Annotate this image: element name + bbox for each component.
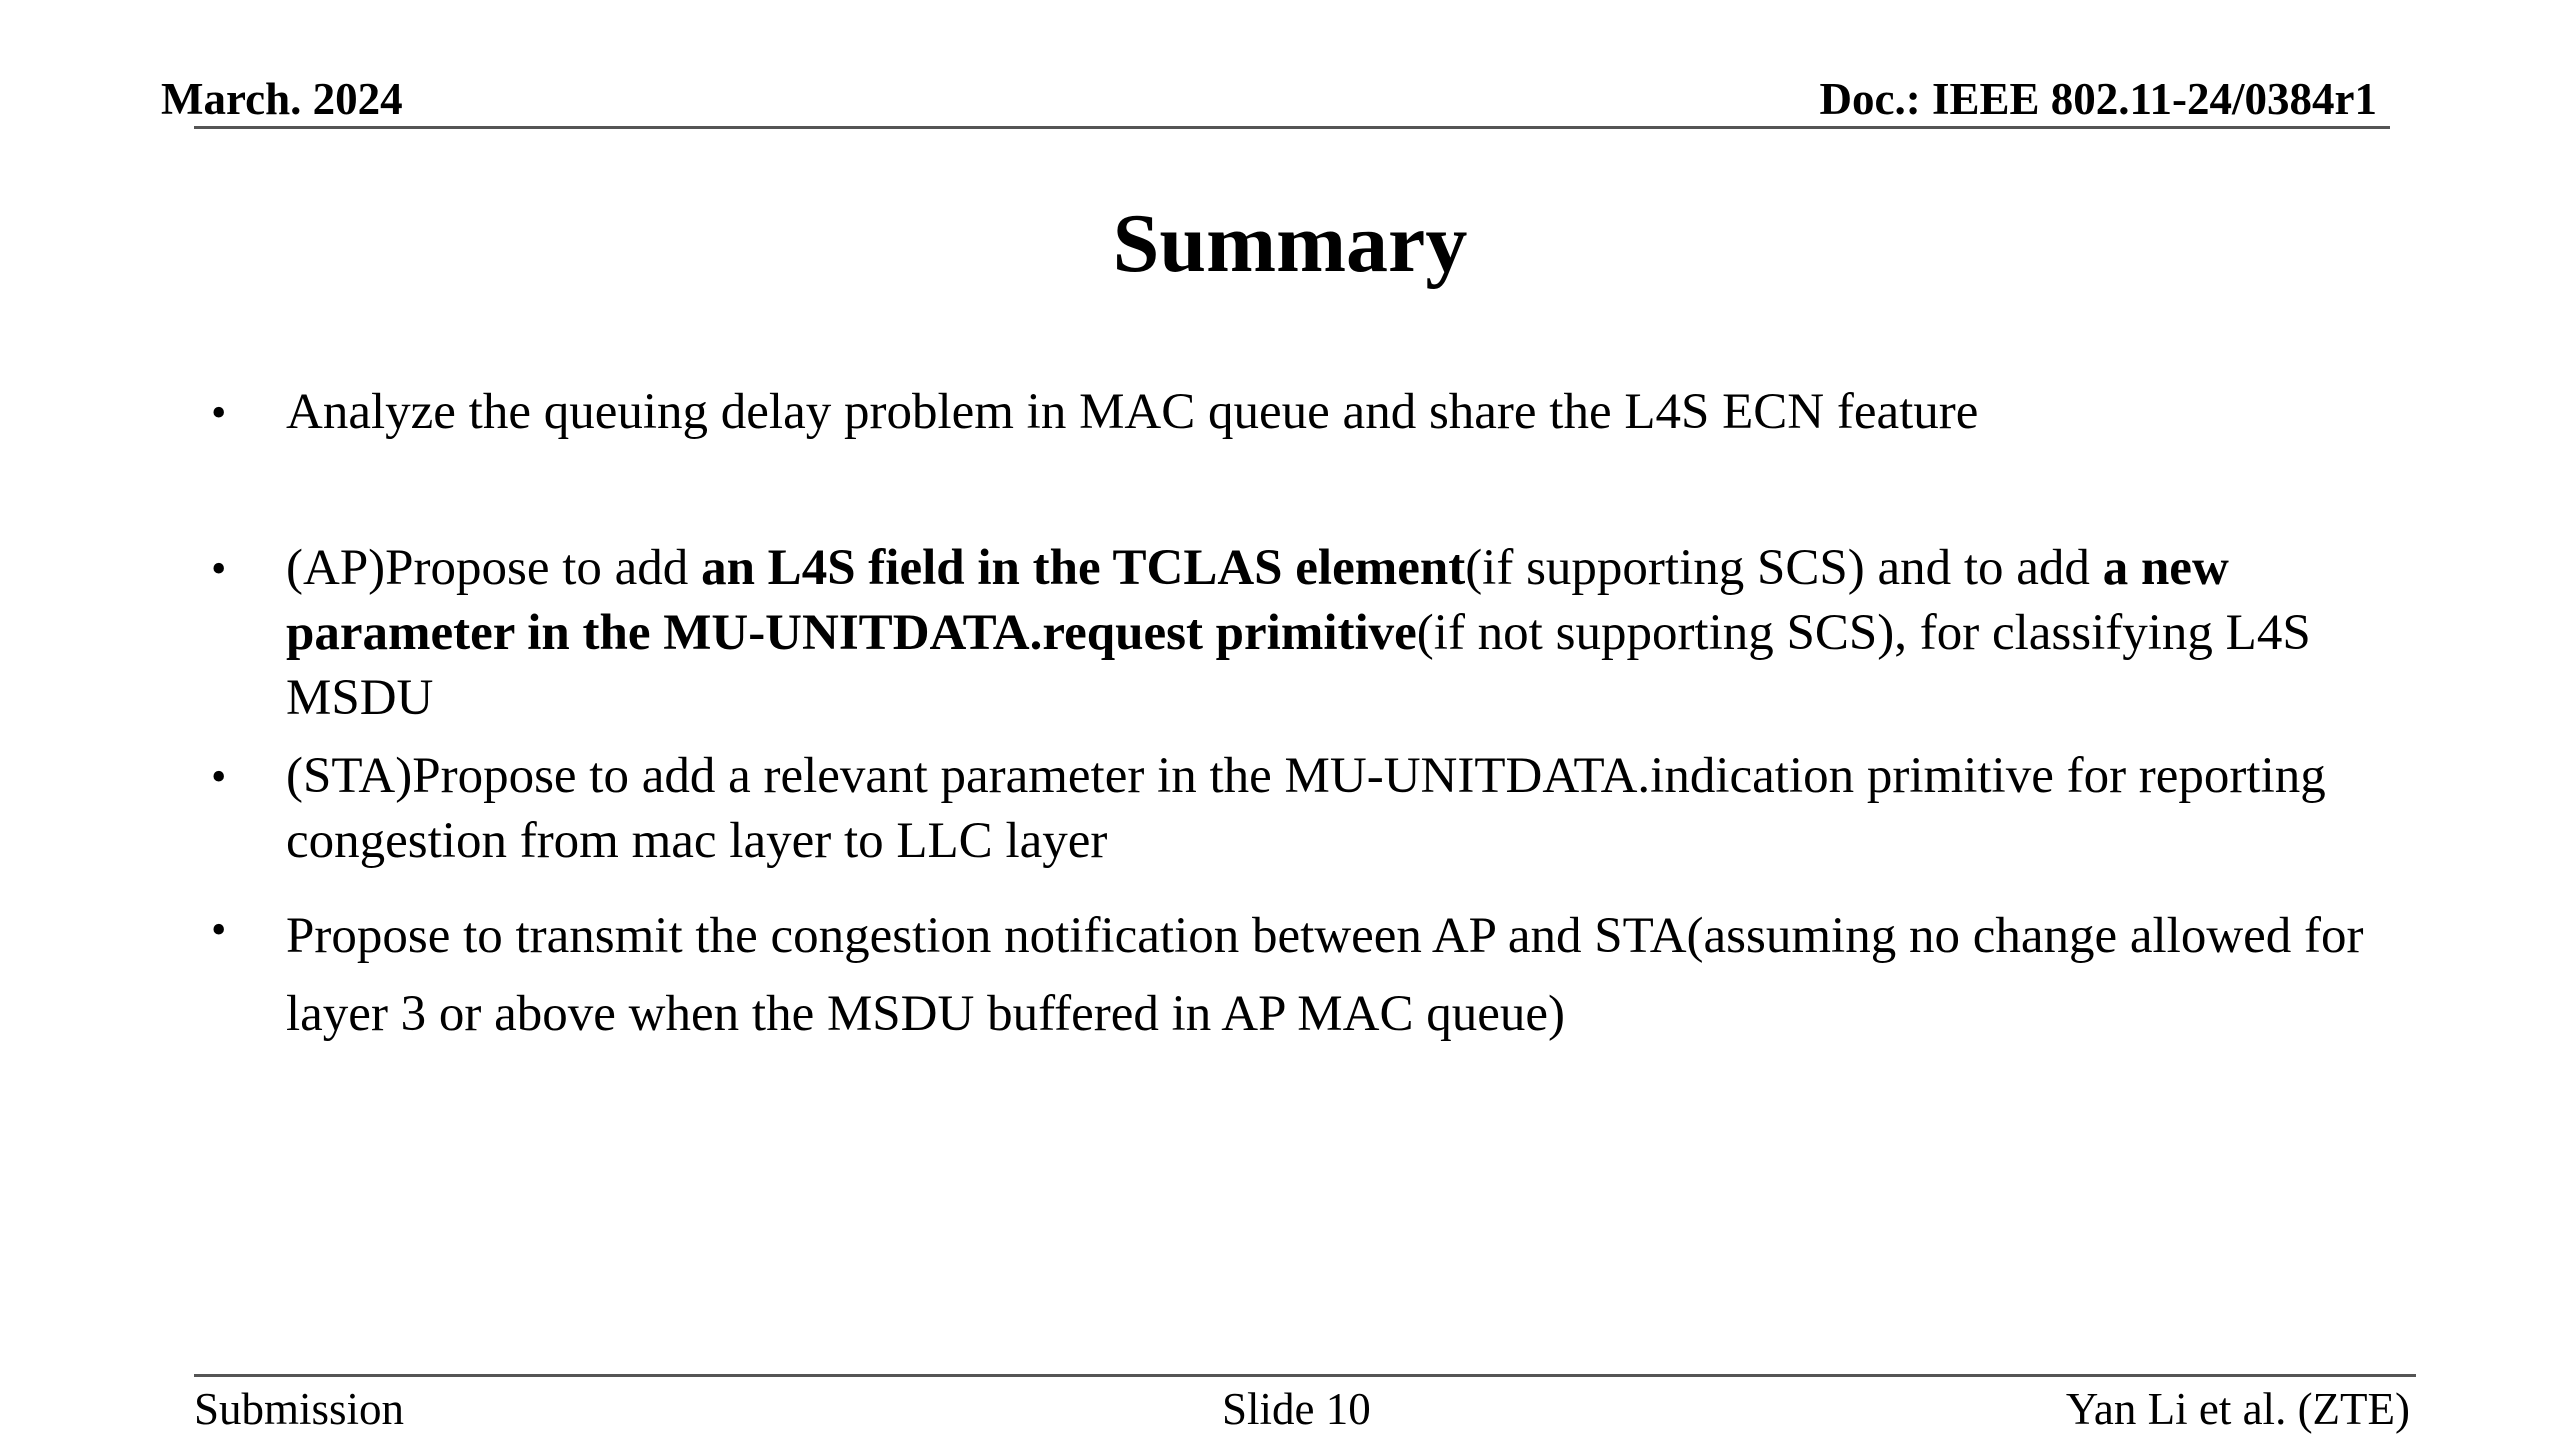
bullet-text-bold: a new parameter in the MU-UNITDATA.request primitive xyxy=(286,540,2229,661)
bullet-text-segment: (AP)Propose to add xyxy=(286,540,702,596)
header-divider xyxy=(194,126,2390,129)
bullet-text: Propose to transmit the congestion notification between AP and STA(assuming no change allowed for layer 3 or above when the MSDU buffered in AP MAC queue) xyxy=(286,908,2364,1042)
slide-title: Summary xyxy=(1112,197,1468,290)
bullet-text: (STA)Propose to add a relevant parameter in the MU-UNITDATA.indication primitive for reporting congestion from mac layer to LLC layer xyxy=(286,748,2326,869)
header-doc-id: Doc.: IEEE 802.11-24/0384r1 xyxy=(1819,74,2377,124)
bullet-text-segment: (if supporting SCS) and to add xyxy=(1465,540,2103,596)
bullet-text: Analyze the queuing delay problem in MAC queue and share the L4S ECN feature xyxy=(286,384,1979,440)
header-date: March. 2024 xyxy=(161,74,403,124)
footer-divider xyxy=(194,1374,2416,1377)
bullet-dot: • xyxy=(211,905,227,954)
bullet-dot: • xyxy=(211,752,227,801)
bullet-text-segment: (if not supporting SCS), for classifying L4S MSDU xyxy=(286,605,2311,726)
bullet-text xyxy=(286,536,2366,731)
footer-author: Yan Li et al. (ZTE) xyxy=(2065,1384,2410,1434)
footer-submission: Submission xyxy=(194,1384,405,1434)
footer-slide-number: Slide 10 xyxy=(1222,1384,1371,1434)
bullet-text-bold: an L4S field in the TCLAS element xyxy=(701,540,1466,596)
bullet-dot: • xyxy=(211,388,227,437)
bullet-dot: • xyxy=(211,544,227,593)
